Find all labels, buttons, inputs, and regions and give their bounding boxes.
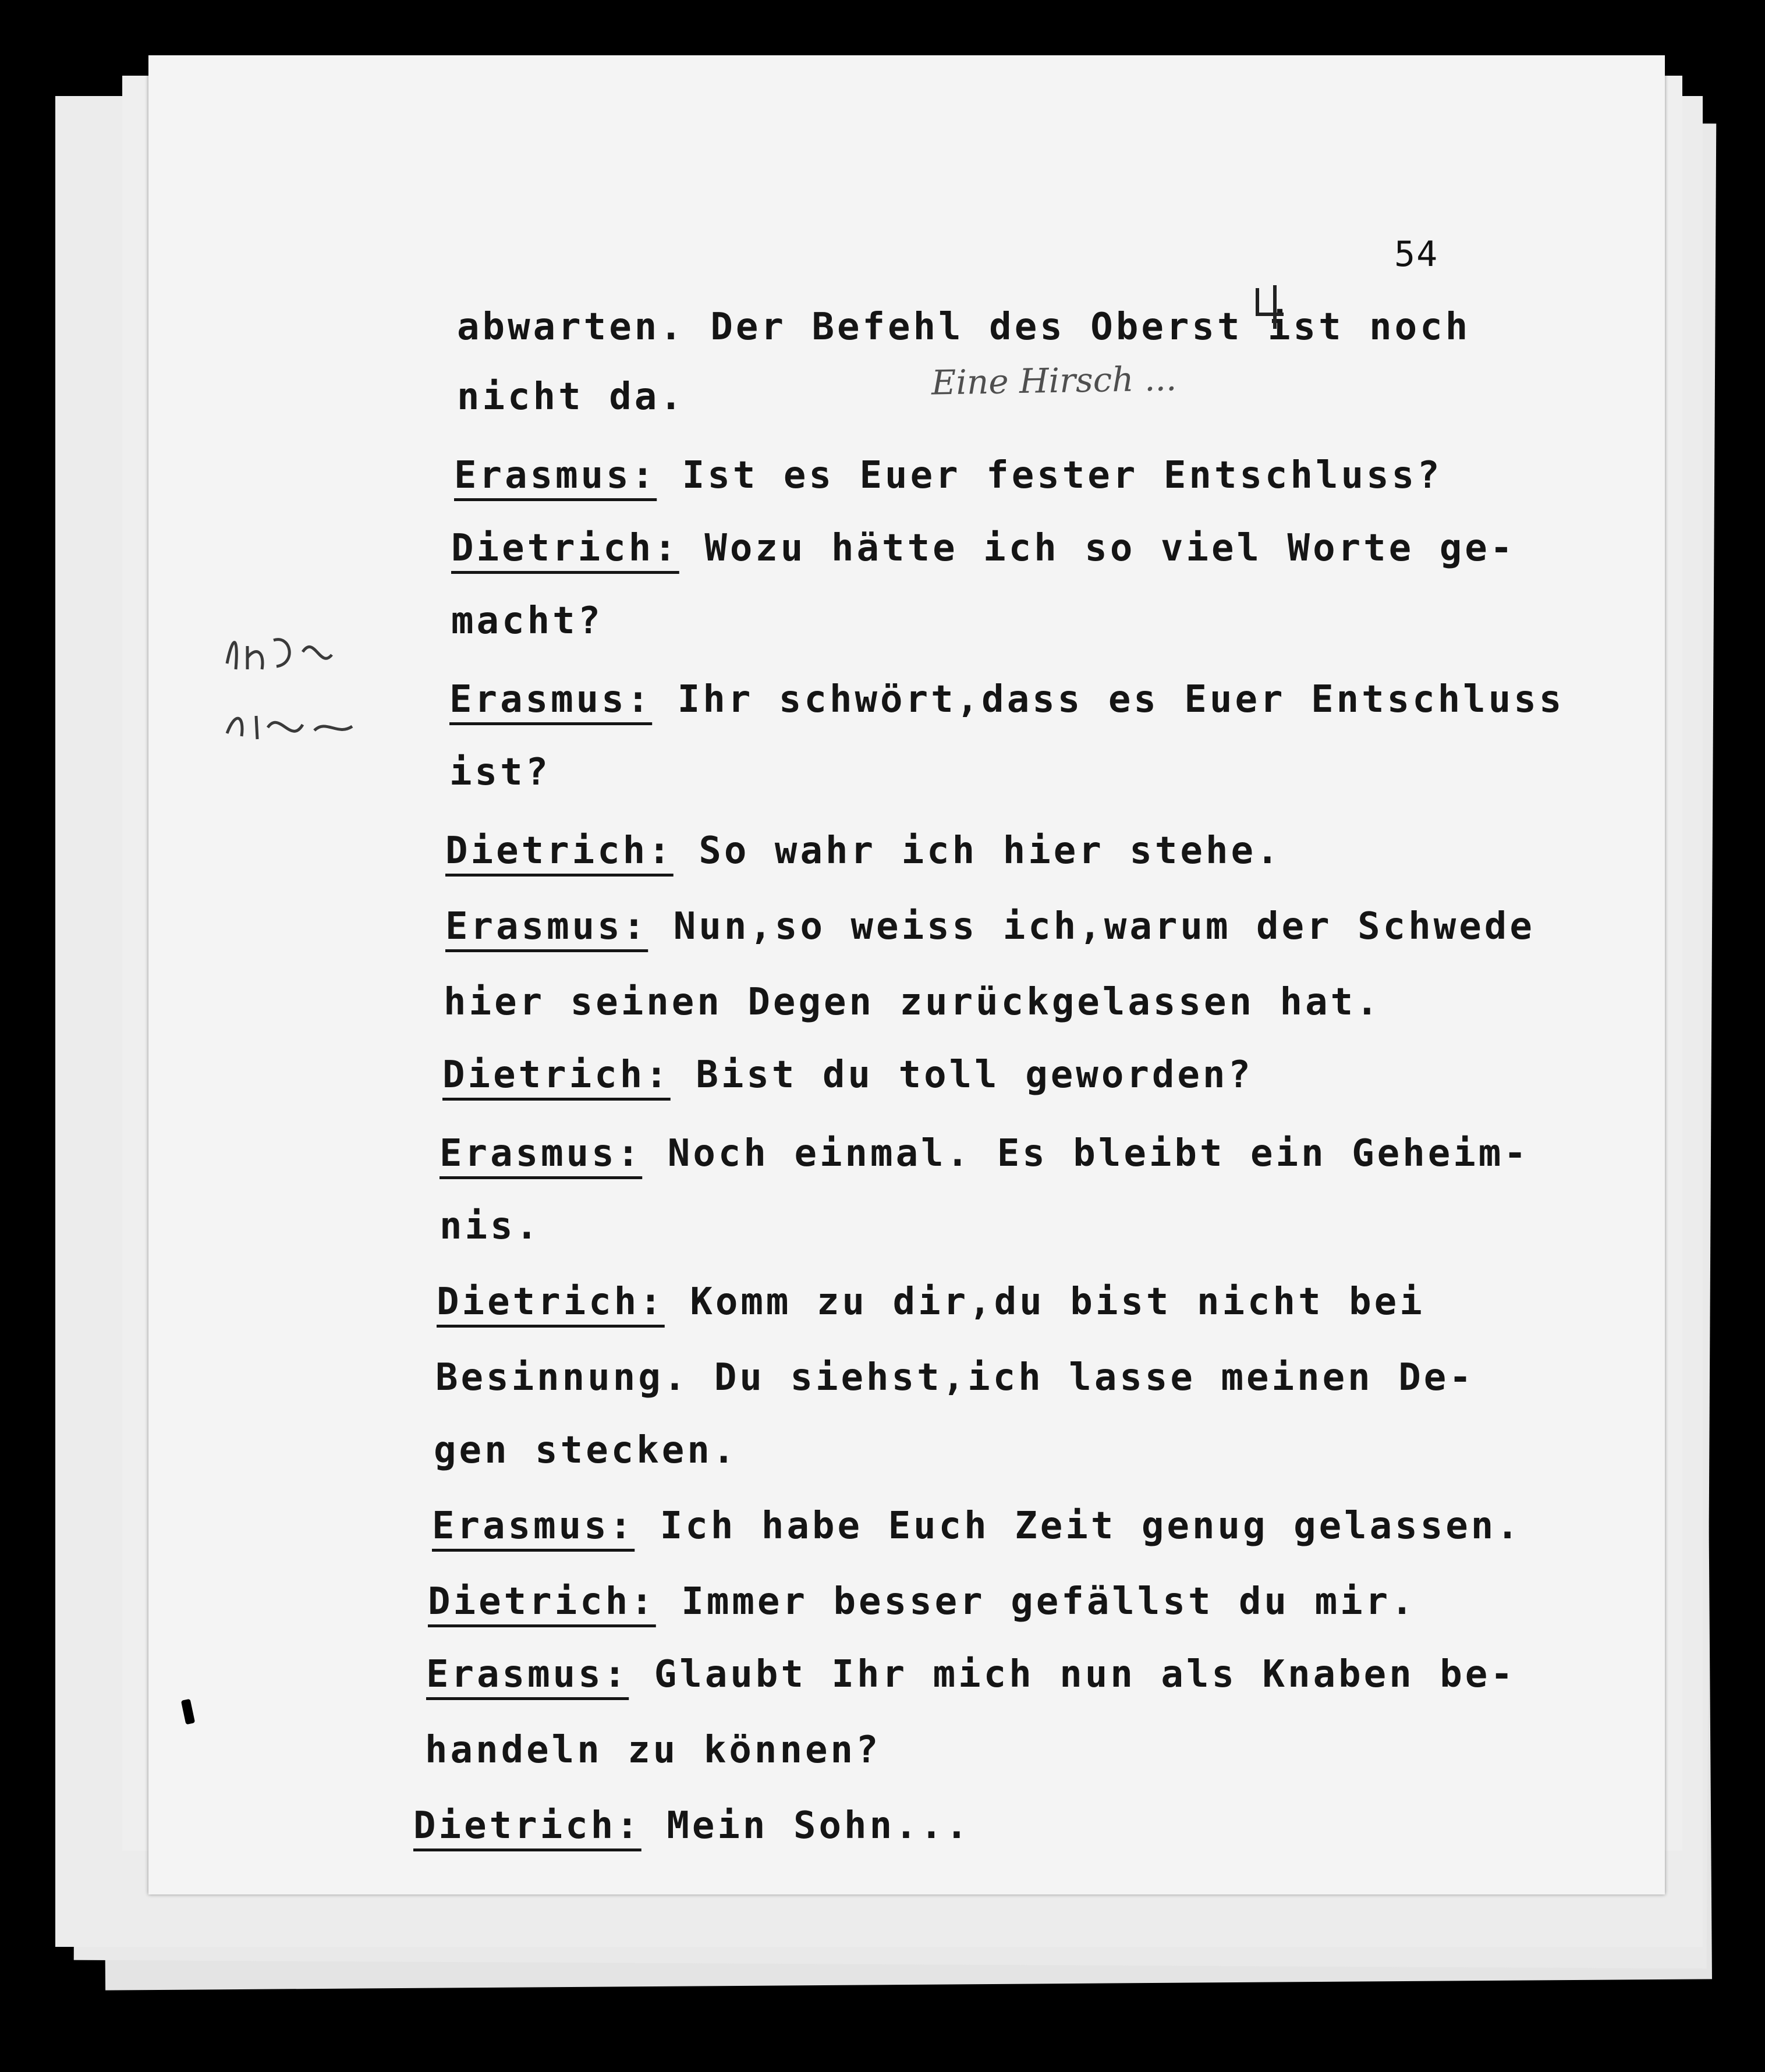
speaker-name: Dietrich: bbox=[451, 527, 679, 570]
dialogue-text: abwarten. Der Befehl des Oberst ist noch bbox=[457, 306, 1471, 349]
script-line bbox=[440, 1205, 541, 1248]
script-line bbox=[457, 306, 1470, 349]
handwritten-insertion: Eine Hirsch ... bbox=[931, 359, 1177, 403]
dialogue-text: So wahr ich hier stehe. bbox=[673, 829, 1282, 872]
script-line bbox=[428, 1580, 1416, 1623]
dialogue-text: handeln zu können? bbox=[425, 1729, 881, 1772]
script-line bbox=[437, 1280, 1425, 1324]
dialogue-text: ist? bbox=[449, 751, 551, 794]
speaker-name: Erasmus: bbox=[432, 1505, 635, 1548]
script-line bbox=[413, 1804, 971, 1847]
dialogue-text: macht? bbox=[451, 599, 604, 643]
dialogue-text: Besinnung. Du siehst,ich lasse meinen De- bbox=[435, 1356, 1475, 1399]
speaker-name: Erasmus: bbox=[445, 905, 648, 948]
script-line bbox=[435, 1356, 1475, 1399]
margin-scribble bbox=[221, 611, 413, 762]
oberst-correction-mark bbox=[1252, 282, 1292, 335]
page-number: 54 bbox=[1394, 234, 1439, 275]
script-line bbox=[442, 1053, 1253, 1097]
dialogue-text: Ich habe Euch Zeit genug gelassen. bbox=[635, 1505, 1522, 1548]
dialogue-text: Komm zu dir,du bist nicht bei bbox=[664, 1280, 1425, 1324]
dialogue-text: Mein Sohn... bbox=[641, 1804, 971, 1847]
dialogue-text: Glaubt Ihr mich nun als Knaben be- bbox=[629, 1653, 1516, 1696]
speaker-name: Dietrich: bbox=[442, 1053, 671, 1097]
script-line bbox=[444, 981, 1381, 1024]
speaker-name: Erasmus: bbox=[426, 1653, 629, 1696]
script-line bbox=[449, 751, 551, 794]
script-line bbox=[454, 454, 1443, 497]
script-line bbox=[440, 1132, 1529, 1175]
dialogue-text: nis. bbox=[440, 1205, 541, 1248]
script-line bbox=[432, 1505, 1522, 1548]
script-line bbox=[451, 527, 1515, 570]
dialogue-text: Noch einmal. Es bleibt ein Geheim- bbox=[642, 1132, 1529, 1175]
speaker-name: Erasmus: bbox=[454, 454, 657, 497]
script-line bbox=[451, 599, 603, 643]
dialogue-text: Wozu hätte ich so viel Worte ge- bbox=[679, 527, 1516, 570]
script-line bbox=[434, 1429, 738, 1472]
speaker-name: Erasmus: bbox=[440, 1132, 643, 1175]
dialogue-text: nicht da. bbox=[457, 375, 685, 418]
speaker-name: Dietrich: bbox=[428, 1580, 656, 1623]
dialogue-text: Nun,so weiss ich,warum der Schwede bbox=[648, 905, 1535, 948]
dialogue-text: Ihr schwört,dass es Euer Entschluss bbox=[652, 678, 1565, 721]
dialogue-text: Immer besser gefällst du mir. bbox=[655, 1580, 1416, 1623]
script-line bbox=[449, 678, 1564, 721]
dialogue-text: Ist es Euer fester Entschluss? bbox=[657, 454, 1443, 497]
script-line bbox=[457, 375, 685, 418]
speaker-name: Dietrich: bbox=[445, 829, 674, 872]
script-line bbox=[425, 1729, 881, 1772]
script-line bbox=[426, 1653, 1516, 1696]
speaker-name: Erasmus: bbox=[449, 678, 653, 721]
dialogue-text: Bist du toll geworden? bbox=[670, 1053, 1253, 1097]
speaker-name: Dietrich: bbox=[437, 1280, 665, 1324]
script-line bbox=[445, 829, 1282, 872]
dialogue-text: hier seinen Degen zurückgelassen hat. bbox=[444, 981, 1381, 1024]
script-line bbox=[445, 905, 1535, 948]
speaker-name: Dietrich: bbox=[413, 1804, 642, 1847]
dialogue-text: gen stecken. bbox=[434, 1429, 738, 1472]
